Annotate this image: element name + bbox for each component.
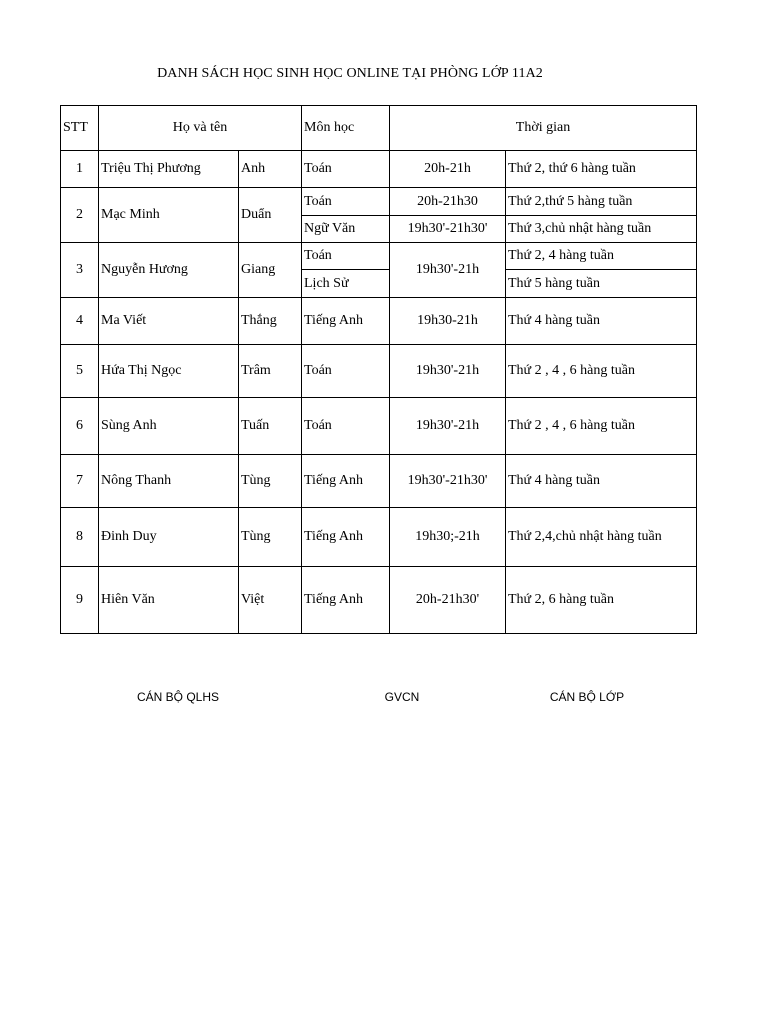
signature-class-officer-label: CÁN BỘ LỚP [549, 690, 625, 704]
subject-cell: Toán [302, 151, 390, 188]
given-name-cell: Tùng [239, 455, 302, 508]
time-cell: 20h-21h30 [390, 188, 506, 216]
signature-qlhs-label: CÁN BỘ QLHS [136, 690, 220, 704]
subject-cell: Tiếng Anh [302, 455, 390, 508]
schedule-cell: Thứ 2, 4 hàng tuần [506, 243, 697, 270]
subject-cell: Lịch Sử [302, 270, 390, 298]
given-name-cell: Thắng [239, 298, 302, 345]
header-time: Thời gian [390, 106, 697, 151]
surname-cell: Nông Thanh [99, 455, 239, 508]
header-subject: Môn học [302, 106, 390, 151]
student-table [60, 105, 697, 634]
given-name-cell: Trâm [239, 345, 302, 398]
time-cell: 19h30'-21h30' [390, 455, 506, 508]
given-name-cell: Việt [239, 567, 302, 634]
stt-cell: 1 [61, 151, 99, 188]
table-row [61, 508, 697, 567]
given-name-cell: Tuấn [239, 398, 302, 455]
stt-cell: 8 [61, 508, 99, 567]
time-cell: 19h30'-21h [390, 398, 506, 455]
subject-cell: Toán [302, 188, 390, 216]
given-name-cell: Giang [239, 243, 302, 298]
schedule-cell: Thứ 2 , 4 , 6 hàng tuần [506, 398, 697, 455]
schedule-cell: Thứ 2, 6 hàng tuần [506, 567, 697, 634]
given-name-cell: Tùng [239, 508, 302, 567]
stt-cell: 3 [61, 243, 99, 298]
surname-cell: Ma Viết [99, 298, 239, 345]
given-name-cell: Anh [239, 151, 302, 188]
time-cell: 19h30'-21h [390, 345, 506, 398]
table-row [61, 455, 697, 508]
subject-cell: Tiếng Anh [302, 567, 390, 634]
table-row [61, 567, 697, 634]
time-cell: 19h30;-21h [390, 508, 506, 567]
header-stt: STT [61, 106, 99, 151]
schedule-cell: Thứ 2, thứ 6 hàng tuần [506, 151, 697, 188]
time-cell: 19h30-21h [390, 298, 506, 345]
schedule-cell: Thứ 2 , 4 , 6 hàng tuần [506, 345, 697, 398]
time-cell: 19h30'-21h [390, 243, 506, 298]
signature-gvcn-label: GVCN [384, 690, 420, 704]
schedule-cell: Thứ 2,4,chủ nhật hàng tuần [506, 508, 697, 567]
subject-cell: Toán [302, 243, 390, 270]
table-row [61, 188, 697, 216]
header-row [61, 106, 697, 151]
surname-cell: Hiên Văn [99, 567, 239, 634]
schedule-cell: Thứ 4 hàng tuần [506, 298, 697, 345]
table-row [61, 243, 697, 270]
surname-cell: Nguyễn Hương [99, 243, 239, 298]
schedule-cell: Thứ 5 hàng tuần [506, 270, 697, 298]
stt-cell: 4 [61, 298, 99, 345]
schedule-cell: Thứ 2,thứ 5 hàng tuần [506, 188, 697, 216]
time-cell: 20h-21h30' [390, 567, 506, 634]
time-cell: 20h-21h [390, 151, 506, 188]
subject-cell: Toán [302, 345, 390, 398]
subject-cell: Tiếng Anh [302, 298, 390, 345]
stt-cell: 7 [61, 455, 99, 508]
header-name: Họ và tên [99, 106, 302, 151]
table-row [61, 398, 697, 455]
surname-cell: Mạc Minh [99, 188, 239, 243]
given-name-cell: Duẩn [239, 188, 302, 243]
surname-cell: Hứa Thị Ngọc [99, 345, 239, 398]
surname-cell: Triệu Thị Phương [99, 151, 239, 188]
document-title: DANH SÁCH HỌC SINH HỌC ONLINE TẠI PHÒNG LỚP 11A2 [157, 66, 543, 81]
subject-cell: Toán [302, 398, 390, 455]
stt-cell: 2 [61, 188, 99, 243]
surname-cell: Sùng Anh [99, 398, 239, 455]
time-cell: 19h30'-21h30' [390, 216, 506, 243]
schedule-cell: Thứ 4 hàng tuần [506, 455, 697, 508]
subject-cell: Ngữ Văn [302, 216, 390, 243]
table-row [61, 151, 697, 188]
schedule-cell: Thứ 3,chủ nhật hàng tuần [506, 216, 697, 243]
table-row [61, 298, 697, 345]
stt-cell: 9 [61, 567, 99, 634]
stt-cell: 6 [61, 398, 99, 455]
stt-cell: 5 [61, 345, 99, 398]
table-row [61, 345, 697, 398]
surname-cell: Đinh Duy [99, 508, 239, 567]
subject-cell: Tiếng Anh [302, 508, 390, 567]
